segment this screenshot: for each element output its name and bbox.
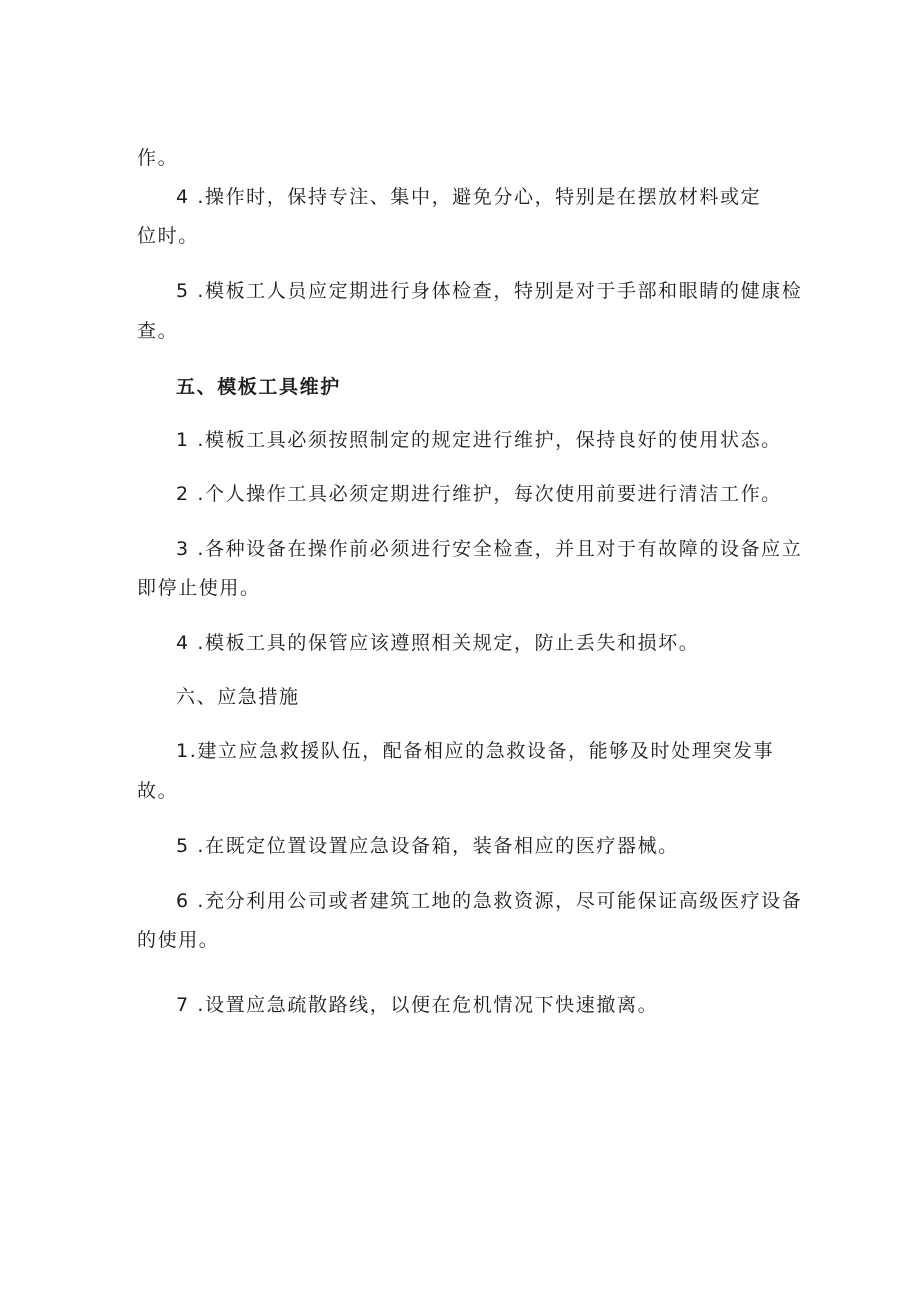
list-item-5-line-1: 5 .模板工人员应定期进行身体检查，特别是对于手部和眼睛的健康检	[176, 280, 803, 302]
maintenance-item-3-line-1: 3 .各种设备在操作前必须进行安全检查，并且对于有故障的设备应立	[176, 538, 803, 560]
list-item-5-line-2: 查。	[137, 320, 179, 342]
emergency-item-1-line-1: 1.建立应急救援队伍，配备相应的急救设备，能够及时处理突发事	[176, 740, 775, 762]
maintenance-item-4: 4 .模板工具的保管应该遵照相关规定，防止丢失和损坏。	[176, 632, 700, 654]
paragraph-continuation: 作。	[137, 147, 179, 169]
maintenance-item-3-line-2: 即停止使用。	[137, 577, 261, 599]
maintenance-item-2: 2 .个人操作工具必须定期进行维护，每次使用前要进行清洁工作。	[176, 483, 782, 505]
emergency-item-6-line-2: 的使用。	[137, 929, 220, 951]
emergency-item-6-line-1: 6 .充分利用公司或者建筑工地的急救资源，尽可能保证高级医疗设备	[176, 890, 803, 912]
list-item-4-line-1: 4 .操作时，保持专注、集中，避免分心，特别是在摆放材料或定	[176, 186, 762, 208]
section-heading-tool-maintenance: 五、模板工具维护	[176, 376, 341, 398]
emergency-item-1-line-2: 故。	[137, 780, 179, 802]
section-heading-emergency-measures: 六、应急措施	[176, 686, 300, 708]
emergency-item-5: 5 .在既定位置设置应急设备箱，装备相应的医疗器械。	[176, 835, 679, 857]
maintenance-item-1: 1 .模板工具必须按照制定的规定进行维护，保持良好的使用状态。	[176, 429, 782, 451]
emergency-item-7: 7 .设置应急疏散路线，以便在危机情况下快速撤离。	[176, 994, 659, 1016]
list-item-4-line-2: 位时。	[137, 225, 199, 247]
